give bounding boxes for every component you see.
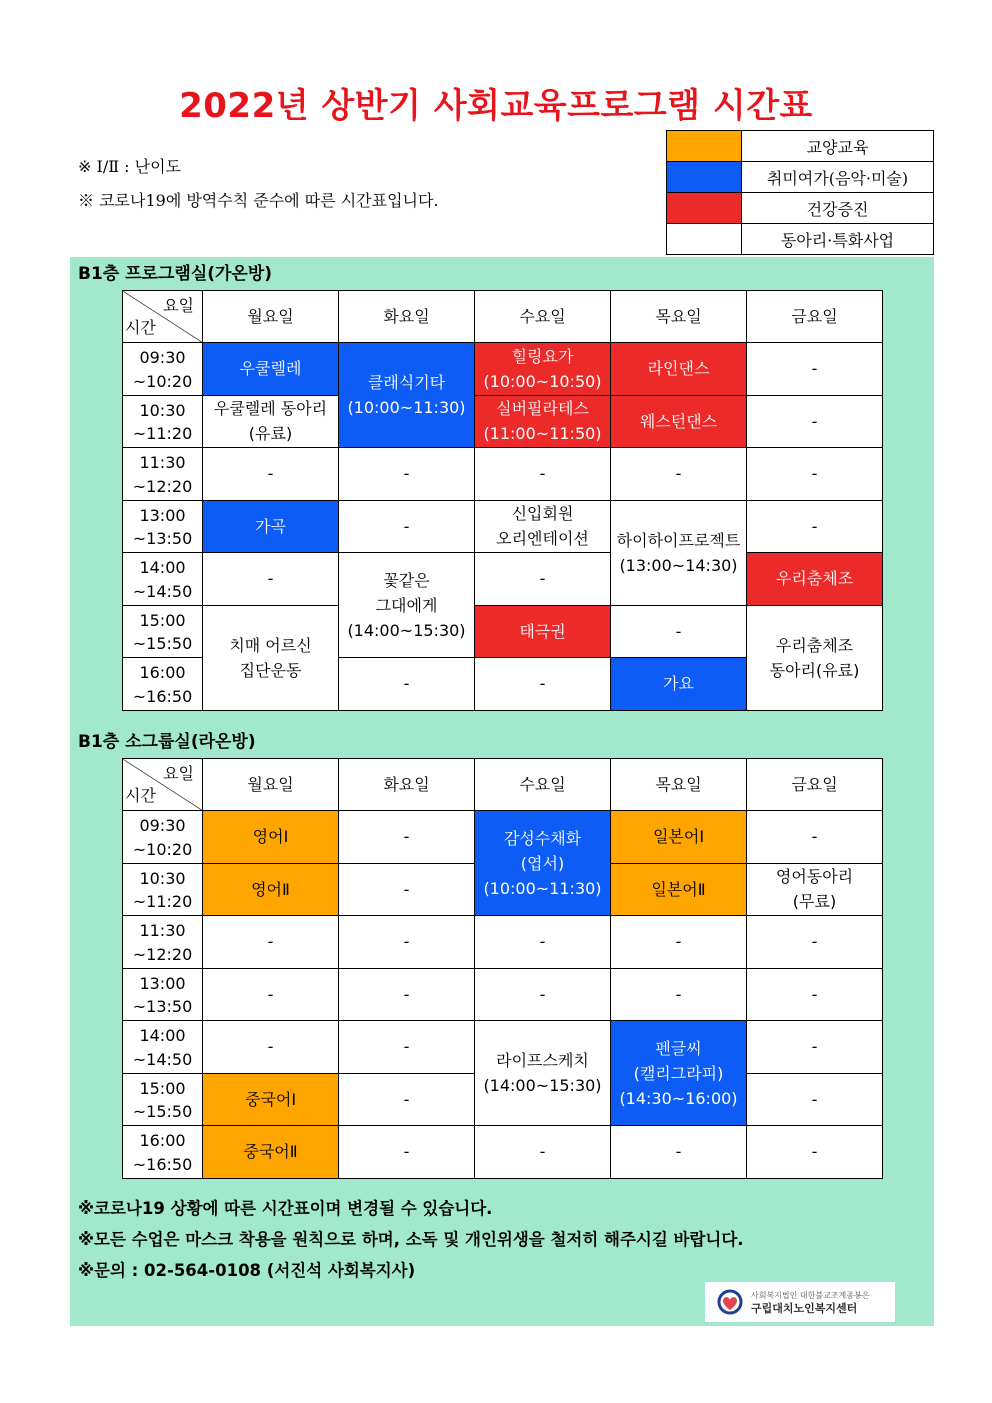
- time-row: [123, 605, 883, 658]
- legend-swatch-health: [667, 193, 742, 224]
- program-cell: [611, 811, 747, 864]
- corner-time-label: 시간: [125, 786, 156, 805]
- program-text: 일본어Ⅰ: [652, 827, 705, 847]
- header-corner: [123, 291, 203, 343]
- footer-notes: [78, 1193, 744, 1286]
- program-cell: [203, 1126, 339, 1179]
- program-text: -: [267, 569, 274, 589]
- program-cell: [747, 605, 883, 710]
- program-cell: [339, 1021, 475, 1074]
- time-slot: [123, 1126, 203, 1179]
- time-end: ~13:50: [132, 529, 193, 548]
- day-header: 월요일: [203, 291, 339, 343]
- program-cell: [475, 811, 611, 916]
- program-cell: [475, 1126, 611, 1179]
- program-text: 힐링요가: [511, 346, 574, 366]
- program-text: -: [811, 827, 818, 847]
- program-text: 영어Ⅰ: [252, 827, 289, 847]
- program-cell: [203, 553, 339, 606]
- time-slot: [123, 448, 203, 501]
- time-start: 09:30: [139, 348, 186, 367]
- program-cell: [475, 448, 611, 501]
- program-text: -: [539, 569, 546, 589]
- program-cell: [475, 605, 611, 658]
- program-cell: [339, 863, 475, 916]
- legend-row: [667, 224, 934, 255]
- program-text: -: [403, 879, 410, 899]
- program-text: -: [267, 932, 274, 952]
- time-slot: [123, 968, 203, 1021]
- program-cell: [203, 1073, 339, 1126]
- note-difficulty: ※ Ⅰ/Ⅱ : 난이도: [78, 157, 182, 176]
- program-cell: [475, 395, 611, 448]
- day-header: 금요일: [747, 759, 883, 811]
- program-text: 웨스턴댄스: [639, 411, 718, 431]
- time-end: ~12:20: [132, 944, 193, 964]
- program-text: 영어동아리: [775, 867, 854, 887]
- program-text: -: [811, 984, 818, 1004]
- program-text: -: [675, 984, 682, 1004]
- program-text: 라인댄스: [647, 359, 710, 379]
- program-cell: [611, 968, 747, 1021]
- program-cell: [203, 605, 339, 710]
- program-text: (유료): [248, 424, 293, 444]
- program-text: -: [675, 1142, 682, 1162]
- legend-label-hobby: 취미여가(음악·미술): [742, 162, 934, 193]
- time-row: [123, 811, 883, 864]
- legend-label-health: 건강증진: [742, 193, 934, 224]
- program-text: -: [539, 674, 546, 694]
- header-row: [123, 759, 883, 811]
- time-end: ~15:50: [132, 1102, 193, 1121]
- program-cell: [475, 500, 611, 553]
- footer-note-change: ※코로나19 상황에 따른 시간표이며 변경될 수 있습니다.: [78, 1199, 493, 1218]
- program-cell: [339, 1073, 475, 1126]
- time-row: [123, 448, 883, 501]
- time-end: ~15:50: [132, 634, 193, 653]
- program-cell: [475, 968, 611, 1021]
- program-cell: [203, 500, 339, 553]
- program-text: 꽃같은: [383, 570, 430, 590]
- time-start: 13:00: [139, 505, 186, 525]
- footer-note-mask: ※모든 수업은 마스크 착용을 원칙으로 하며, 소독 및 개인위생을 철저히 해주시길 바랍니다.: [78, 1230, 744, 1249]
- program-cell: [747, 1126, 883, 1179]
- day-header: 목요일: [611, 759, 747, 811]
- time-start: 14:00: [139, 558, 186, 577]
- program-text: (14:00~15:30): [347, 620, 466, 640]
- program-text: (14:30~16:00): [619, 1088, 738, 1108]
- program-text: -: [675, 621, 682, 641]
- time-end: ~14:50: [132, 1049, 193, 1069]
- program-text: -: [267, 1037, 274, 1057]
- program-text: -: [675, 932, 682, 952]
- time-end: ~14:50: [132, 581, 193, 601]
- program-text: 중국어Ⅱ: [243, 1142, 298, 1162]
- time-end: ~13:50: [132, 997, 193, 1016]
- program-cell: [747, 395, 883, 448]
- program-text: 우쿨렐레 동아리: [213, 399, 328, 419]
- schedule-table-small-group-room: [122, 758, 883, 1179]
- time-start: 15:00: [139, 1078, 186, 1098]
- program-text: 실버필라테스: [496, 399, 589, 419]
- program-cell: [611, 448, 747, 501]
- program-cell: [475, 343, 611, 396]
- category-legend: [666, 130, 934, 255]
- program-text: 하이하이프로젝트: [616, 530, 741, 550]
- program-text: 우쿨렐레: [239, 359, 302, 379]
- program-cell: [747, 343, 883, 396]
- day-header: 월요일: [203, 759, 339, 811]
- time-end: ~16:50: [132, 1154, 193, 1174]
- program-text: 영어Ⅱ: [251, 879, 290, 899]
- program-cell: [475, 1021, 611, 1126]
- program-text: (10:00~11:30): [483, 878, 602, 898]
- program-cell: [611, 605, 747, 658]
- program-text: 중국어Ⅰ: [244, 1089, 297, 1109]
- program-cell: [203, 863, 339, 916]
- program-cell: [475, 916, 611, 969]
- time-start: 11:30: [139, 921, 186, 940]
- time-start: 10:30: [139, 868, 186, 888]
- time-start: 13:00: [139, 973, 186, 993]
- program-cell: [747, 916, 883, 969]
- program-cell: [339, 1126, 475, 1179]
- program-text: 감성수채화: [503, 828, 582, 848]
- time-slot: [123, 343, 203, 396]
- program-cell: [611, 916, 747, 969]
- program-text: -: [403, 516, 410, 536]
- day-header: 화요일: [339, 291, 475, 343]
- program-cell: [339, 500, 475, 553]
- day-header: 금요일: [747, 291, 883, 343]
- program-text: 라이프스케치: [496, 1051, 589, 1070]
- time-row: [123, 1021, 883, 1074]
- program-cell: [475, 553, 611, 606]
- legend-swatch-culture: [667, 131, 742, 162]
- time-row: [123, 395, 883, 448]
- legend-label-culture: 교양교육: [742, 131, 934, 162]
- program-cell: [203, 916, 339, 969]
- program-text: -: [811, 464, 818, 484]
- program-text: 동아리(유료): [769, 660, 860, 680]
- time-slot: [123, 500, 203, 553]
- program-cell: [203, 1021, 339, 1074]
- program-text: -: [539, 984, 546, 1004]
- time-end: ~10:20: [132, 839, 193, 859]
- time-slot: [123, 863, 203, 916]
- time-start: 10:30: [139, 400, 186, 420]
- time-start: 15:00: [139, 610, 186, 630]
- program-text: 집단운동: [239, 660, 302, 680]
- day-header: 수요일: [475, 291, 611, 343]
- program-cell: [203, 448, 339, 501]
- program-text: 일본어Ⅱ: [651, 879, 706, 899]
- time-row: [123, 343, 883, 396]
- section-title-program-room: B1층 프로그램실(가온방): [78, 264, 273, 284]
- program-text: 태극권: [519, 621, 566, 641]
- program-text: 가요: [663, 674, 694, 694]
- program-text: -: [403, 674, 410, 694]
- day-header: 수요일: [475, 759, 611, 811]
- program-cell: [339, 968, 475, 1021]
- time-start: 09:30: [139, 816, 186, 835]
- program-text: -: [811, 359, 818, 379]
- time-row: [123, 968, 883, 1021]
- time-end: ~16:50: [132, 686, 193, 706]
- time-slot: [123, 395, 203, 448]
- time-row: [123, 916, 883, 969]
- note-covid: ※ 코로나19에 방역수칙 준수에 따른 시간표입니다.: [78, 191, 439, 210]
- time-end: ~11:20: [132, 892, 193, 911]
- program-cell: [203, 968, 339, 1021]
- program-text: -: [539, 932, 546, 952]
- program-cell: [611, 395, 747, 448]
- program-cell: [611, 863, 747, 916]
- program-text: -: [811, 411, 818, 431]
- program-text: -: [267, 464, 274, 484]
- time-end: ~10:20: [132, 371, 193, 391]
- program-cell: [339, 553, 475, 658]
- program-text: (엽서): [520, 853, 565, 873]
- program-text: -: [675, 464, 682, 484]
- program-text: (14:00~15:30): [483, 1076, 602, 1095]
- program-text: 오리엔테이션: [496, 529, 589, 549]
- program-cell: [475, 658, 611, 711]
- program-text: 우리춤체조: [775, 635, 854, 655]
- program-cell: [747, 863, 883, 916]
- program-text: -: [267, 984, 274, 1004]
- corner-day-label: 요일: [163, 296, 194, 315]
- program-text: (캘리그라피): [633, 1063, 724, 1083]
- program-text: -: [539, 464, 546, 484]
- program-text: 펜글씨: [655, 1038, 702, 1058]
- corner-time-label: 시간: [125, 318, 156, 337]
- time-slot: [123, 916, 203, 969]
- program-cell: [203, 395, 339, 448]
- program-text: -: [403, 1037, 410, 1057]
- program-text: 그대에게: [375, 595, 438, 615]
- program-cell: [339, 448, 475, 501]
- program-cell: [747, 1021, 883, 1074]
- program-text: (무료): [792, 892, 837, 912]
- legend-row: [667, 193, 934, 224]
- program-cell: [611, 1021, 747, 1126]
- legend-row: [667, 131, 934, 162]
- program-text: (10:00~10:50): [483, 371, 602, 391]
- program-text: -: [811, 1142, 818, 1162]
- time-slot: [123, 1021, 203, 1074]
- program-text: -: [403, 1142, 410, 1162]
- legend-swatch-hobby: [667, 162, 742, 193]
- program-cell: [611, 343, 747, 396]
- program-text: -: [539, 1142, 546, 1162]
- time-row: [123, 1126, 883, 1179]
- page-title: 2022년 상반기 사회교육프로그램 시간표: [179, 86, 813, 126]
- program-text: -: [811, 1089, 818, 1109]
- time-row: [123, 553, 883, 606]
- time-slot: [123, 811, 203, 864]
- program-cell: [339, 658, 475, 711]
- program-cell: [747, 500, 883, 553]
- legend-row: [667, 162, 934, 193]
- time-end: ~11:20: [132, 424, 193, 443]
- program-cell: [747, 968, 883, 1021]
- program-text: (10:00~11:30): [347, 398, 466, 417]
- program-cell: [747, 811, 883, 864]
- program-text: 신입회원: [511, 504, 574, 524]
- program-text: 치매 어르신: [229, 635, 312, 655]
- time-slot: [123, 605, 203, 658]
- program-cell: [339, 916, 475, 969]
- program-cell: [611, 500, 747, 605]
- program-text: 우리춤체조: [775, 569, 854, 589]
- header-corner: [123, 759, 203, 811]
- program-text: -: [403, 932, 410, 952]
- time-start: 14:00: [139, 1026, 186, 1045]
- time-start: 16:00: [139, 1131, 186, 1150]
- heart-logo-icon: [713, 1289, 747, 1315]
- program-cell: [611, 1126, 747, 1179]
- program-cell: [339, 343, 475, 448]
- program-text: (13:00~14:30): [619, 555, 738, 575]
- program-text: -: [403, 1089, 410, 1109]
- footer-note-contact: ※문의 : 02-564-0108 (서진석 사회복지사): [78, 1261, 416, 1280]
- program-cell: [203, 811, 339, 864]
- program-text: 클래식기타: [367, 373, 446, 392]
- time-start: 16:00: [139, 663, 186, 682]
- time-start: 11:30: [139, 453, 186, 472]
- time-slot: [123, 1073, 203, 1126]
- logo-center-name: 구립대치노인복지센터: [751, 1302, 858, 1315]
- program-cell: [747, 553, 883, 606]
- program-text: -: [811, 932, 818, 952]
- program-cell: [611, 658, 747, 711]
- program-text: -: [403, 827, 410, 847]
- program-text: (11:00~11:50): [483, 424, 602, 444]
- program-text: -: [403, 464, 410, 484]
- header-row: [123, 291, 883, 343]
- section-title-small-group-room: B1층 소그룹실(라온방): [78, 732, 256, 752]
- notes: [78, 150, 439, 218]
- day-header: 화요일: [339, 759, 475, 811]
- time-row: [123, 500, 883, 553]
- schedule-table-program-room: [122, 290, 883, 711]
- program-text: -: [811, 516, 818, 536]
- legend-label-club: 동아리·특화사업: [742, 224, 934, 255]
- program-text: -: [403, 984, 410, 1004]
- time-slot: [123, 553, 203, 606]
- program-text: 가곡: [255, 516, 286, 536]
- time-slot: [123, 658, 203, 711]
- program-cell: [747, 1073, 883, 1126]
- corner-day-label: 요일: [163, 764, 194, 783]
- program-cell: [203, 343, 339, 396]
- program-text: -: [811, 1037, 818, 1057]
- time-end: ~12:20: [132, 476, 193, 496]
- logo-org-line: 사회복지법인 대한불교조계종봉은: [751, 1291, 870, 1300]
- program-cell: [339, 811, 475, 864]
- center-logo: [705, 1282, 895, 1322]
- program-cell: [747, 448, 883, 501]
- day-header: 목요일: [611, 291, 747, 343]
- legend-swatch-club: [667, 224, 742, 255]
